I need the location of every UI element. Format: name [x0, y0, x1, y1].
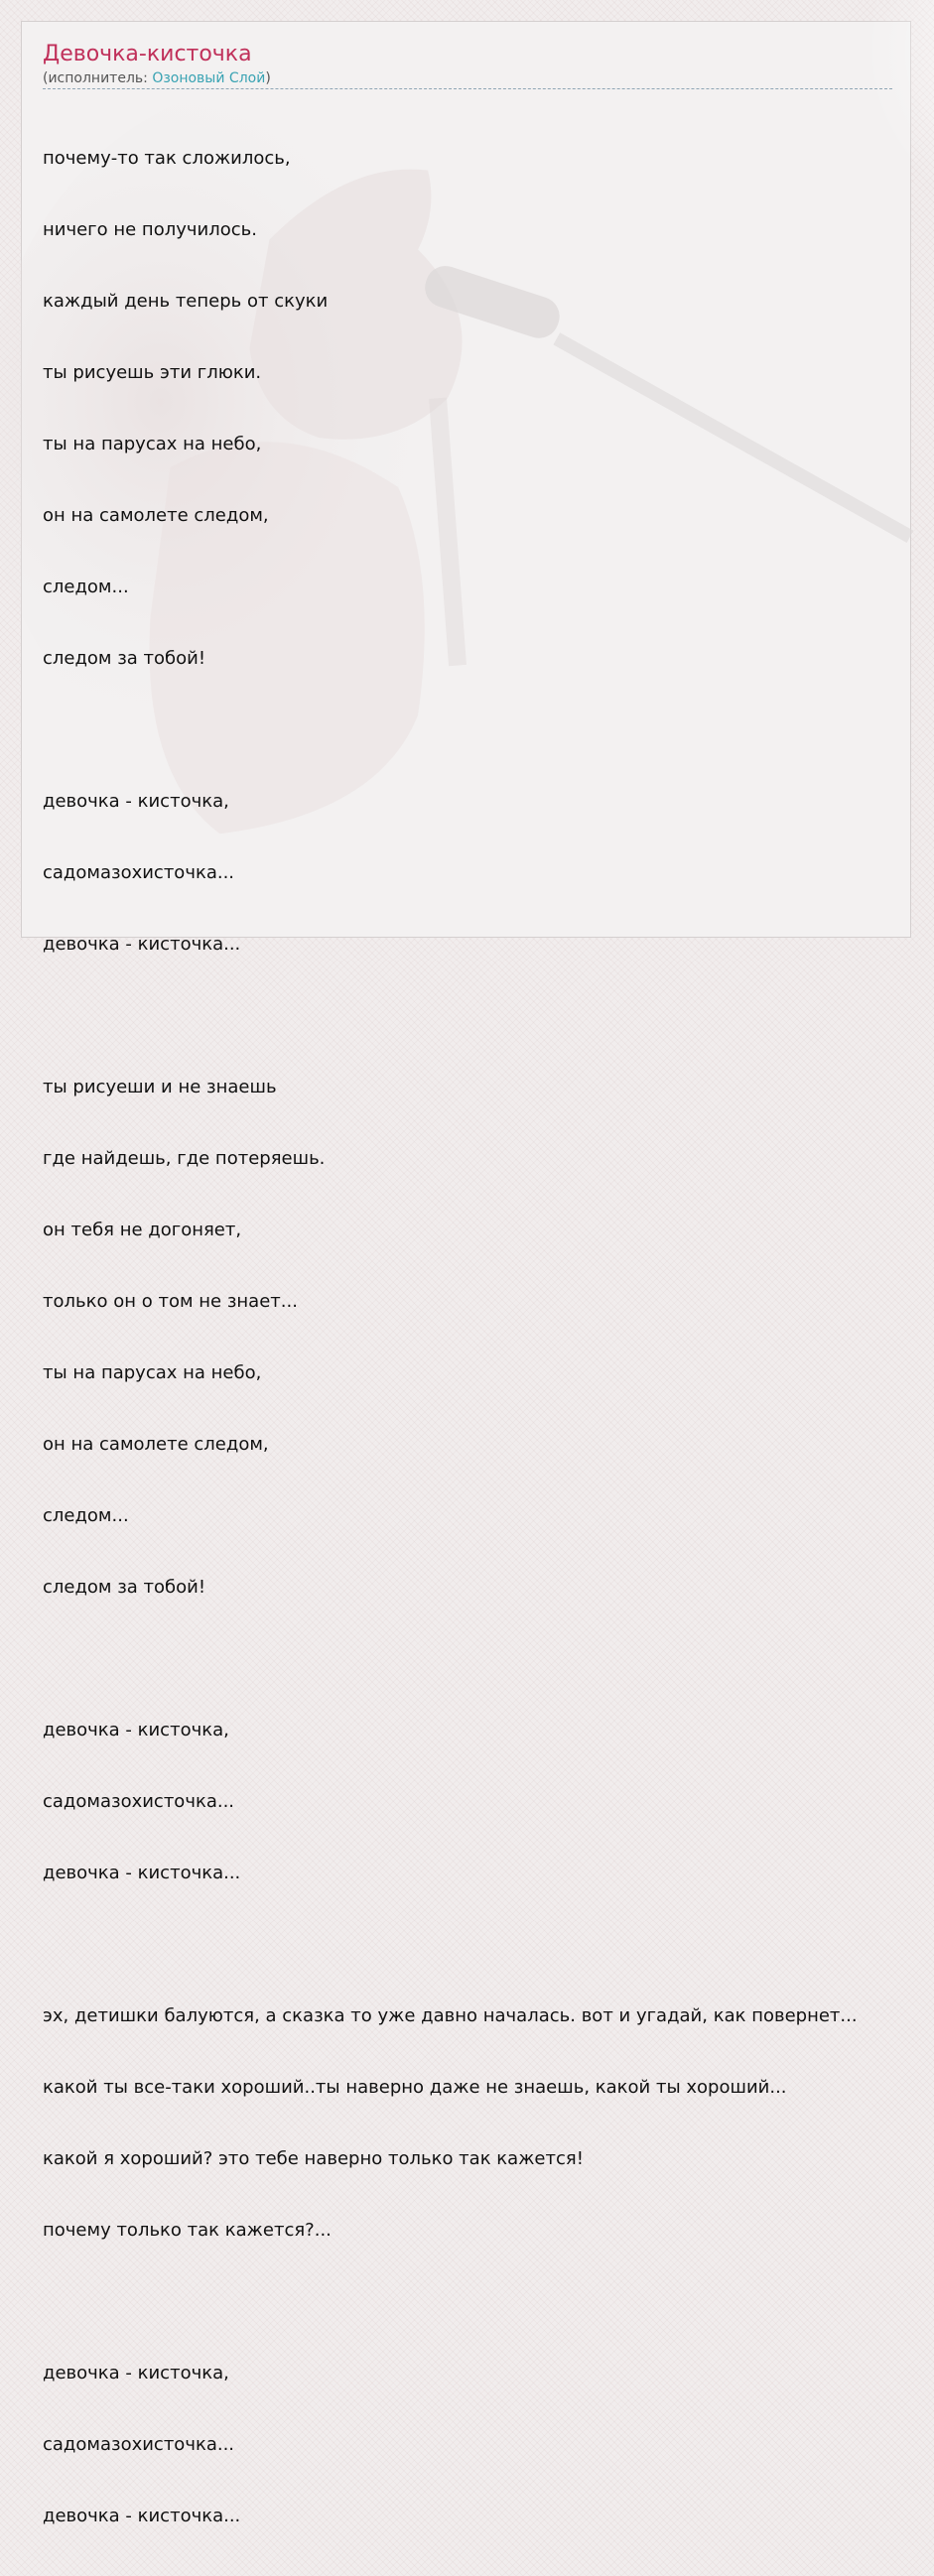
lyric-line: эх, детишки балуются, а сказка то уже давно началась. вот и угадай, как повернет...: [43, 2005, 858, 2026]
lyric-line: каждый день теперь от скуки: [43, 291, 329, 312]
lyric-line: следом...: [43, 1505, 129, 1526]
artist-prefix: (исполнитель:: [43, 70, 153, 86]
lyric-line: почему-то так сложилось,: [43, 148, 291, 169]
lyric-line: девочка - кисточка,: [43, 791, 229, 812]
lyric-line: [43, 1004, 892, 1028]
lyric-line: [43, 2290, 892, 2314]
artist-link[interactable]: Озоновый Слой: [152, 70, 266, 86]
lyric-line: ты на парусах на небо,: [43, 434, 262, 454]
artist-suffix: ): [265, 70, 271, 86]
lyric-line: девочка - кисточка,: [43, 1720, 229, 1740]
lyric-line: садомазохисточка...: [43, 862, 235, 883]
artist-line: [43, 69, 892, 89]
lyric-line: [43, 1647, 892, 1671]
song-title: Девочка-кисточка: [43, 42, 252, 66]
lyrics-text: [43, 99, 892, 2576]
lyric-line: девочка - кисточка...: [43, 2506, 241, 2526]
lyric-line: ничего не получилось.: [43, 219, 257, 240]
lyric-line: только он о том не знает...: [43, 1291, 298, 1312]
lyric-line: ты рисуеши и не знаешь: [43, 1077, 277, 1097]
lyric-line: он тебя не догоняет,: [43, 1220, 242, 1240]
lyric-line: ты на парусах на небо,: [43, 1362, 262, 1383]
lyric-line: [43, 1933, 892, 1957]
lyric-line: девочка - кисточка...: [43, 1863, 241, 1883]
song-content: [43, 40, 892, 2576]
lyric-line: почему только так кажется?...: [43, 2220, 332, 2241]
lyric-line: девочка - кисточка,: [43, 2363, 229, 2383]
lyric-line: какой я хороший? это тебе наверно только так кажется!: [43, 2148, 584, 2169]
lyric-line: [43, 718, 892, 742]
lyric-line: девочка - кисточка...: [43, 934, 241, 955]
lyric-line: где найдешь, где потеряешь.: [43, 1148, 326, 1169]
lyric-line: какой ты все-таки хороший..ты наверно даже не знаешь, какой ты хороший...: [43, 2077, 787, 2098]
lyric-line: садомазохисточка...: [43, 2434, 235, 2455]
lyric-line: он на самолете следом,: [43, 505, 269, 526]
lyric-line: ты рисуешь эти глюки.: [43, 362, 262, 383]
lyric-line: он на самолете следом,: [43, 1434, 269, 1455]
lyric-line: следом за тобой!: [43, 1577, 206, 1598]
lyric-line: следом...: [43, 577, 129, 597]
lyrics-card: [21, 21, 911, 2526]
lyric-line: садомазохисточка...: [43, 1791, 235, 1812]
lyric-line: следом за тобой!: [43, 648, 206, 669]
